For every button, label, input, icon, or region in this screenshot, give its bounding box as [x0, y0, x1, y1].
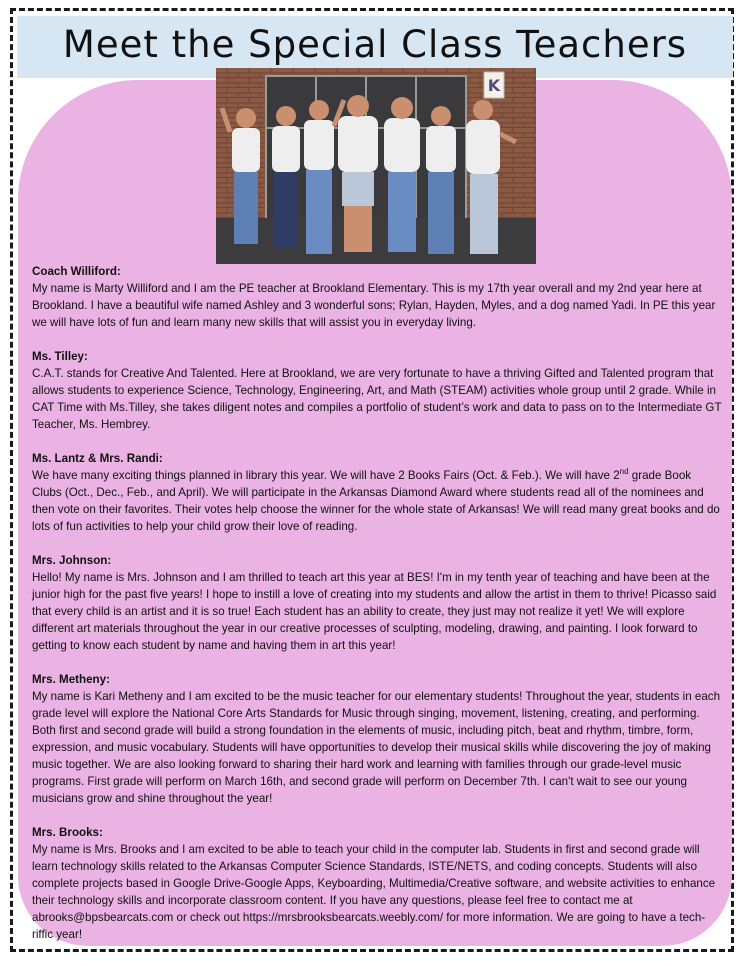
teacher-name: Ms. Tilley: [32, 350, 88, 363]
teacher-name: Mrs. Brooks: [32, 826, 103, 839]
teacher-bio [32, 467, 722, 535]
ordinal-suffix: nd [619, 467, 629, 477]
teacher-name: Ms. Lantz & Mrs. Randi: [32, 452, 163, 465]
teacher-bio: My name is Marty Williford and I am the PE teacher at Brookland Elementary. This is my 17th year overall and my 2nd year here at Brookland. I have a beautiful wife named Ashley and 3 wonderful sons; Rylan, Hayden, Myles, and a dog named Yadi. In PE this year we will have lots of fun and learn many new skills that will assist you in everyday living. [32, 282, 716, 329]
section-mrs-brooks [32, 824, 722, 943]
teacher-bio: Hello! My name is Mrs. Johnson and I am thrilled to teach art this year at BES! I'm in my tenth year of teaching and have been at the junior high for the past five years! I hope to instill a love of creating into my students and allow the artist in them to thrive! Picasso said that every child is an artist and it is so true! Each student has an ability to create, they just may not realize it yet! We will explore different art materials throughout the year in our creative processes of sculpting, modeling, drawing, and painting. I look forward to getting to know each student by name and having them in art this year! [32, 571, 717, 652]
teacher-name: Coach Williford: [32, 265, 121, 278]
teacher-name: Mrs. Metheny: [32, 673, 110, 686]
teacher-bio: My name is Kari Metheny and I am excited to be the music teacher for our elementary students! Throughout the year, students in each grade level will explore the National Core Arts Standards for Music through singing, movement, listening, creating, and performing. Both first and second grade will build a strong foundation in the elements of music, including pitch, beat and rhythm, timbre, form, expression, and music vocabulary. Students will have opportunities to develop their musical skills while discovering the joy of making music together. We are also looking forward to sharing their hard work and learning with families through our grade-level music programs. First grade will perform on March 16th, and second grade will perform on December 7th. I can't wait to see our young musicians grow and shine throughout the year! [32, 690, 721, 805]
section-ms-tilley [32, 348, 722, 433]
teacher-bio: My name is Mrs. Brooks and I am excited to be able to teach your child in the computer lab. Students in first and second grade will learn technology skills related to the Arkansas Computer Science Standards, ISTE/NETS, and coding concepts. Students will also complete projects based in Google Drive-Google Apps, Keyboarding, Multimedia/Creative software, and website activities to enhance their technology skills and incorporate classroom content. If you have any questions, please feel free to contact me at abrooks@bpsbearcats.com or check out https://mrsbrooksbearcats.weebly.com/ for more information. We are going to have a tech-riffic year! [32, 843, 716, 941]
sign-letter: K [487, 76, 501, 95]
teachers-photo-illustration [216, 68, 536, 264]
section-mrs-johnson [32, 552, 722, 654]
teachers-group-photo [216, 68, 536, 264]
teacher-bio: C.A.T. stands for Creative And Talented. Here at Brookland, we are very fortunate to have a thriving Gifted and Talented program that allows students to experience Science, Technology, Engineering, Art, and Math (STEAM) activities whole group until 2 grade. While in CAT Time with Ms.Tilley, she takes diligent notes and compiles a portfolio of student’s work and data to pass on to the Intermediate GT Teacher, Ms. Hembrey. [32, 367, 722, 431]
section-library [32, 450, 722, 535]
section-mrs-metheny [32, 671, 722, 807]
page-title: Meet the Special Class Teachers [62, 23, 688, 66]
teacher-sections [32, 263, 722, 960]
section-coach-williford [32, 263, 722, 331]
teacher-name: Mrs. Johnson: [32, 554, 112, 567]
bio-text-part: grade Book Clubs (Oct., Dec., Feb., and April). We will participate in the Arkansas Diamond Award where students read all of the nominees and then vote on their favorites. Their votes help choose the winner for the whole state of Arkansas! We will read many great books and do lots of fun activities to help your child grow their love of reading. [32, 469, 720, 533]
bio-text-part: We have many exciting things planned in library this year. We will have 2 Books Fairs (Oct. & Feb.). We will have 2 [32, 469, 620, 482]
